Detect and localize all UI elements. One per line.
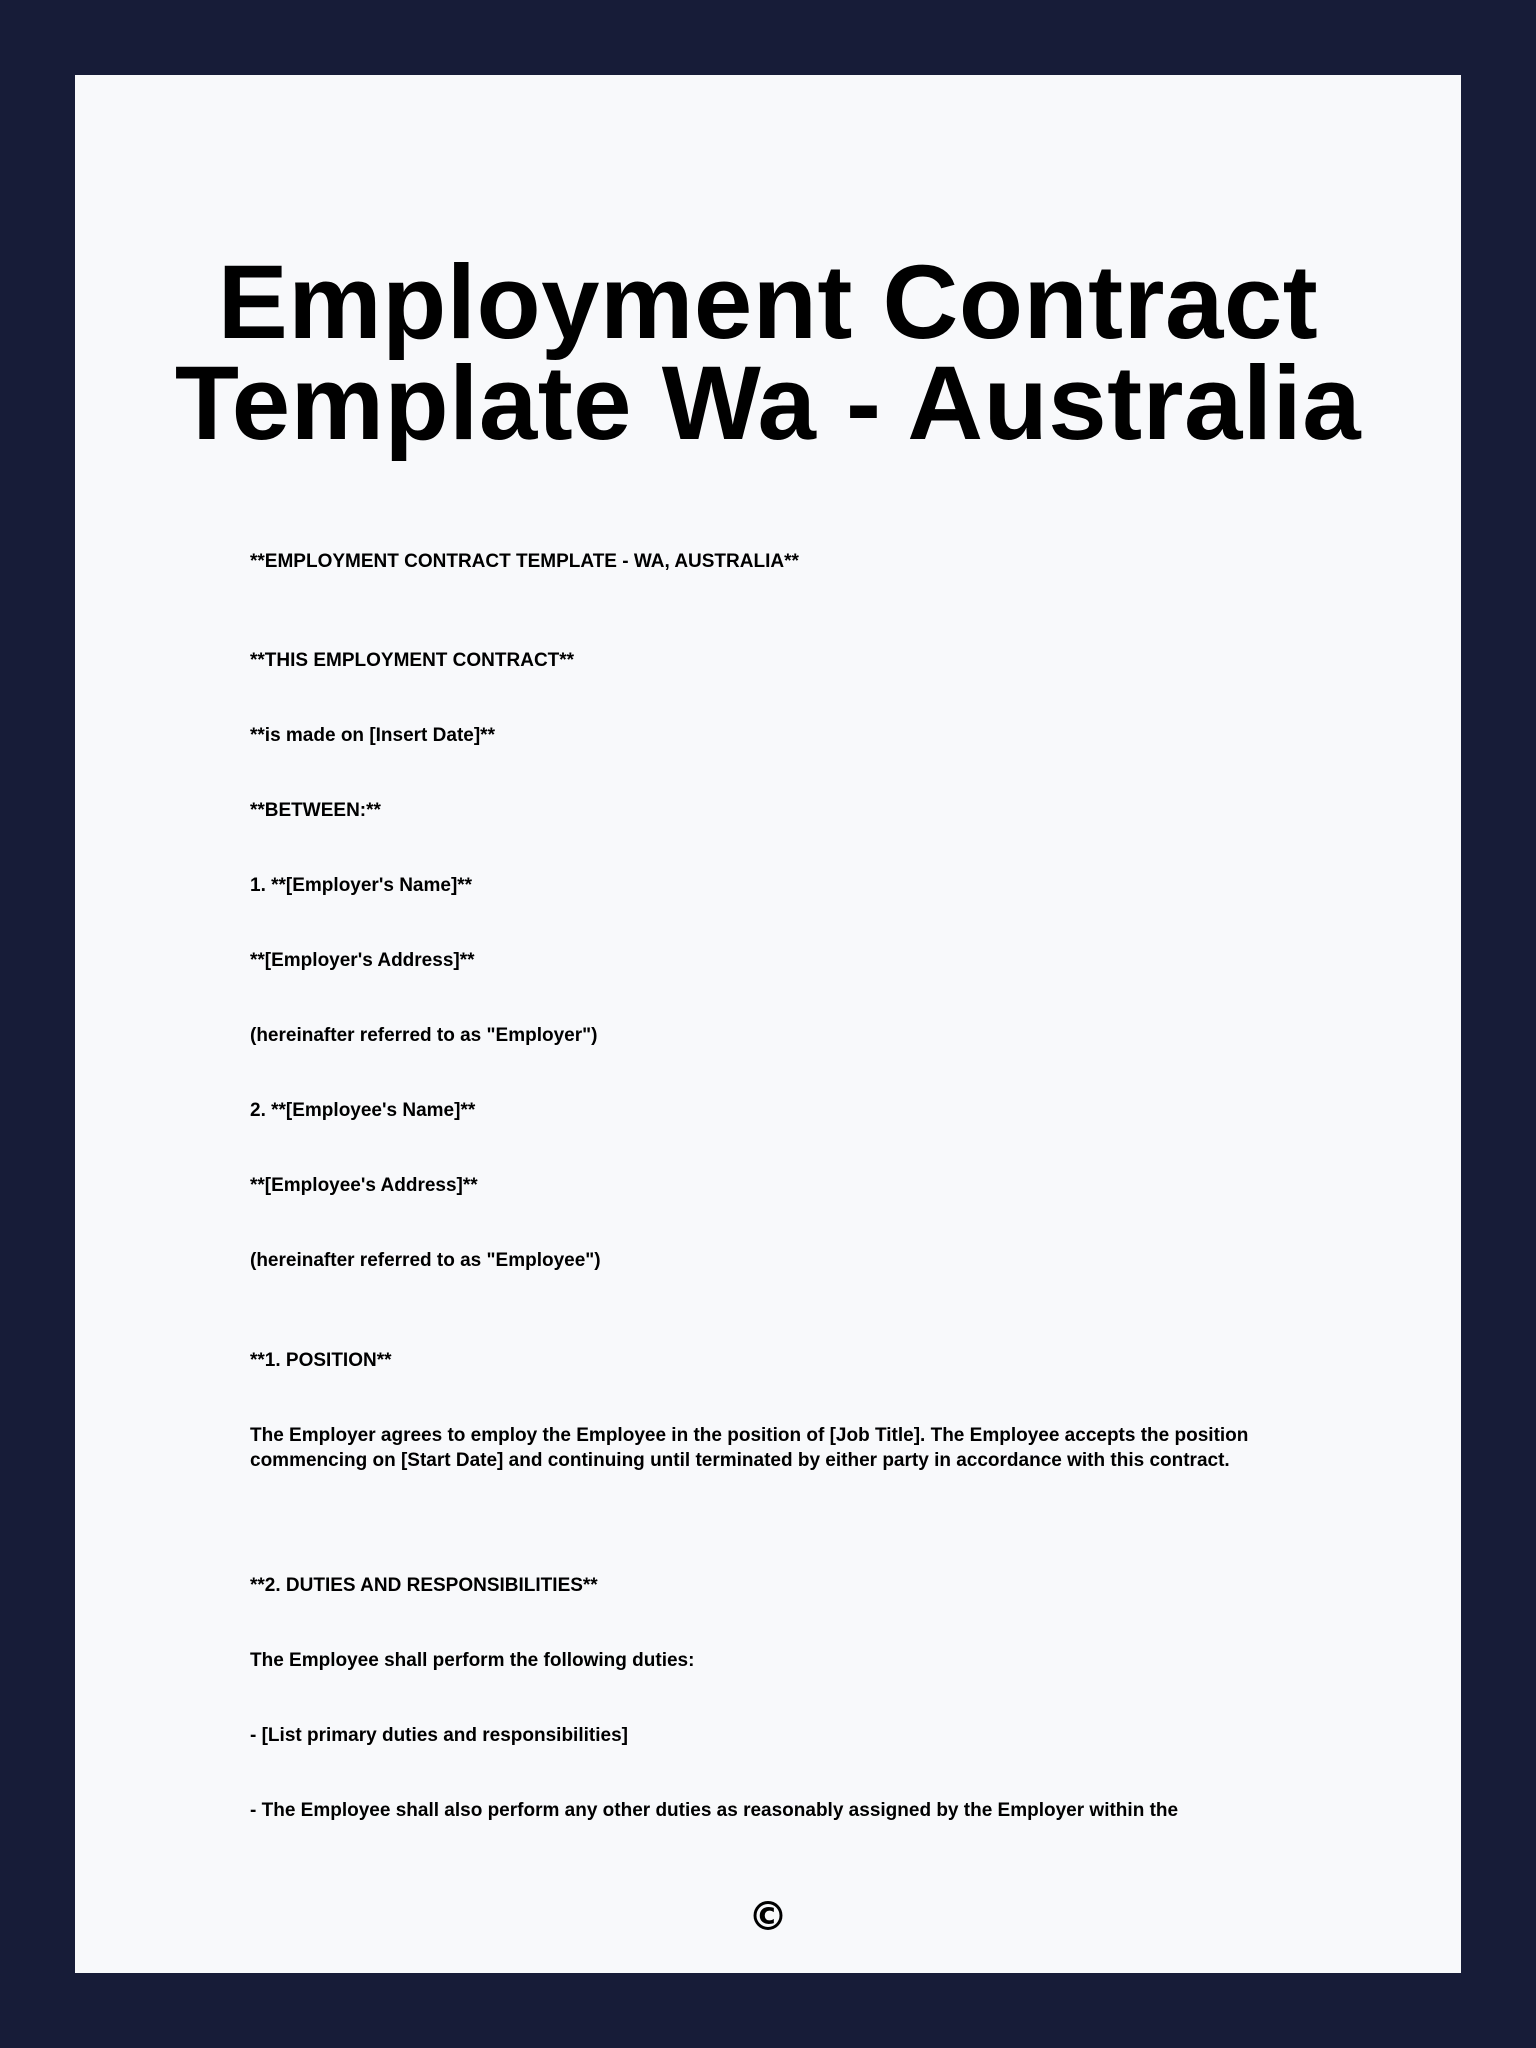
section-duties-intro: The Employee shall perform the following duties: bbox=[250, 1650, 695, 1671]
employer-name: 1. **[Employer's Name]** bbox=[250, 875, 473, 896]
employer-address: **[Employer's Address]** bbox=[250, 950, 475, 971]
contract-date: **is made on [Insert Date]** bbox=[250, 725, 495, 746]
contract-intro: **THIS EMPLOYMENT CONTRACT** bbox=[250, 650, 575, 671]
document-title: Employment Contract Template Wa - Australia bbox=[174, 244, 1362, 462]
duty-item: - [List primary duties and responsibilities] bbox=[250, 1725, 628, 1746]
employer-reference: (hereinafter referred to as "Employer") bbox=[250, 1025, 598, 1046]
section-duties-heading: **2. DUTIES AND RESPONSIBILITIES** bbox=[250, 1575, 598, 1596]
duty-item: - The Employee shall also perform any other duties as reasonably assigned by the Employer within the bbox=[250, 1800, 1179, 1821]
copyright-icon: © bbox=[748, 1894, 788, 1940]
section-position-text: The Employer agrees to employ the Employee in the position of [Job Title]. The Employee accepts the position commencing on [Start Date] and continuing until terminated by either party in accordance with this contract. bbox=[250, 1425, 1249, 1471]
employee-address: **[Employee's Address]** bbox=[250, 1175, 478, 1196]
between-label: **BETWEEN:** bbox=[250, 800, 381, 821]
employee-name: 2. **[Employee's Name]** bbox=[250, 1100, 476, 1121]
employee-reference: (hereinafter referred to as "Employee") bbox=[250, 1250, 601, 1271]
section-position-heading: **1. POSITION** bbox=[250, 1350, 392, 1371]
document-page bbox=[75, 75, 1461, 1973]
document-heading: **EMPLOYMENT CONTRACT TEMPLATE - WA, AUSTRALIA** bbox=[250, 551, 799, 572]
